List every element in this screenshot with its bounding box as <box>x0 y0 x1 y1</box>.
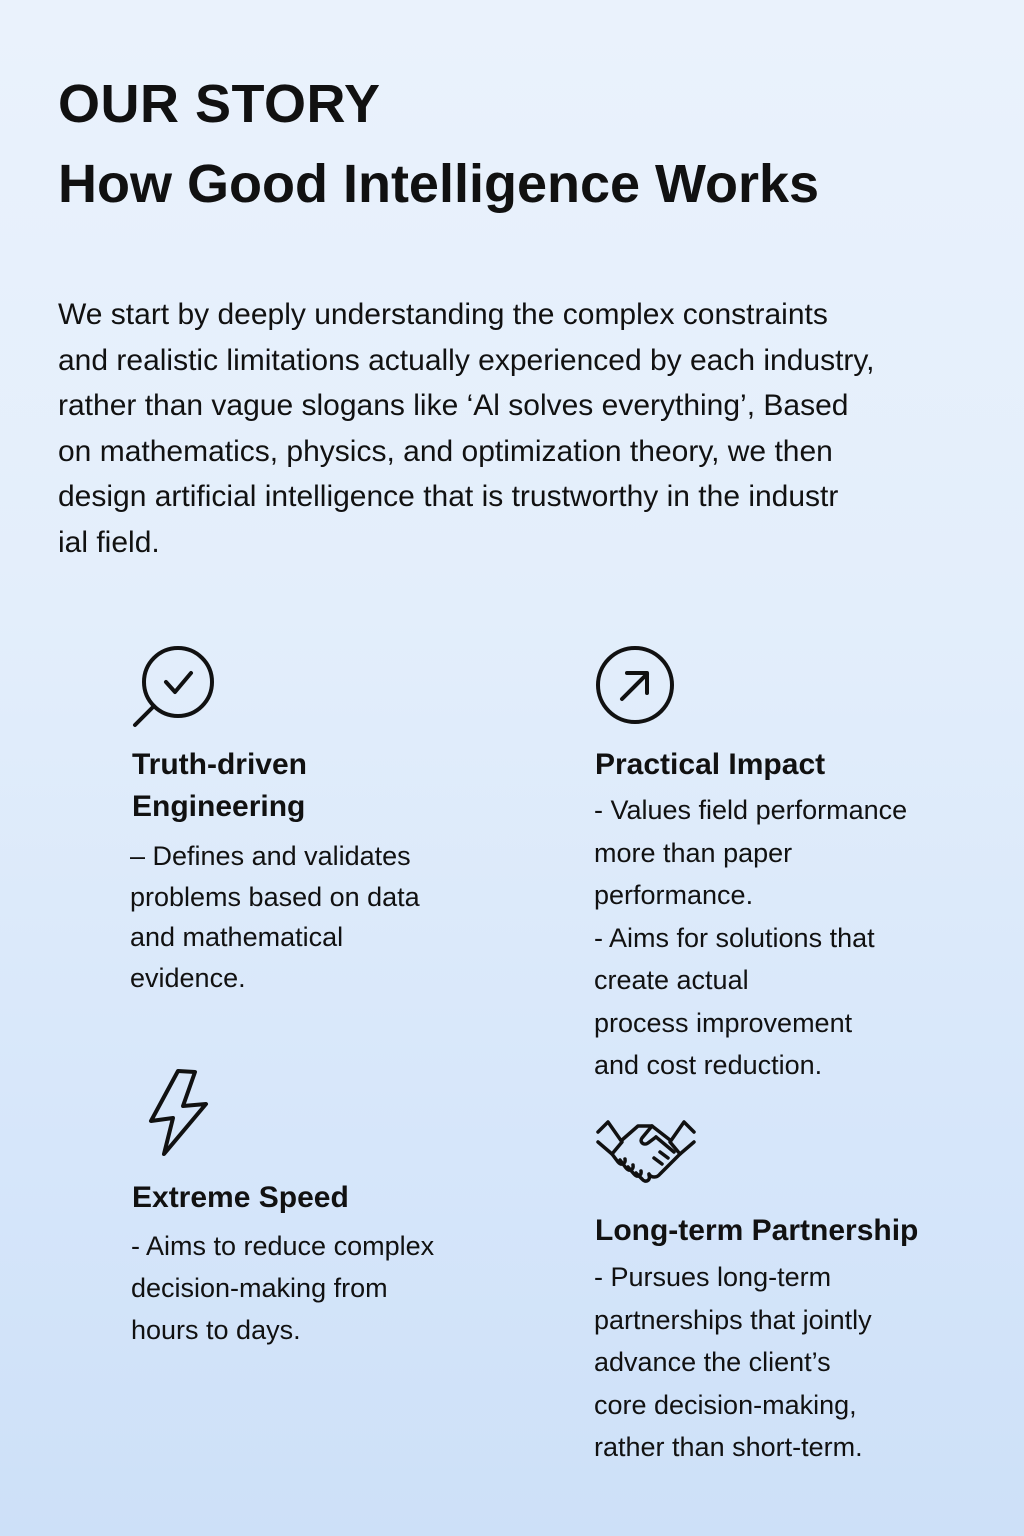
intro-line: design artificial intelligence that is trustworthy in the industr <box>58 480 839 513</box>
feature-title-extreme-speed <box>132 1177 349 1219</box>
feature-title-truth-driven-engineering <box>132 744 307 828</box>
feature-text-line: - Aims to reduce complex <box>131 1231 435 1261</box>
feature-title-practical-impact <box>595 744 825 786</box>
feature-text-line: - Pursues long-term <box>594 1262 832 1292</box>
intro-paragraph <box>58 292 978 565</box>
feature-text-practical-impact <box>594 789 907 1087</box>
feature-title-long-term-partnership <box>595 1210 918 1252</box>
page-title: How Good Intelligence Works <box>58 154 820 214</box>
feature-text-line: evidence. <box>130 962 246 993</box>
feature-text-extreme-speed <box>131 1225 434 1351</box>
magnifier-check-icon <box>128 642 218 732</box>
feature-text-line: decision-making from <box>131 1273 388 1303</box>
feature-text-line: hours to days. <box>131 1315 301 1345</box>
feature-title-line: Truth-driven <box>132 748 308 781</box>
feature-text-line: more than paper <box>594 837 793 868</box>
feature-text-long-term-partnership <box>594 1256 872 1469</box>
feature-title-line: Engineering <box>132 790 306 823</box>
feature-text-line: rather than short-term. <box>594 1432 863 1462</box>
feature-text-line: create actual <box>594 965 749 995</box>
feature-text-line: performance. <box>594 880 754 910</box>
intro-line: We start by deeply understanding the complex constraints <box>58 298 828 331</box>
feature-title-line: Long-term Partnership <box>595 1214 919 1247</box>
lightning-bolt-icon <box>140 1066 216 1158</box>
feature-text-line: - Values field performance <box>594 795 908 825</box>
feature-text-line: and cost reduction. <box>594 1050 823 1080</box>
feature-text-line: advance the client’s <box>594 1347 831 1377</box>
intro-line: on mathematics, physics, and optimization theory, we then <box>58 434 833 468</box>
feature-text-line: process improvement <box>594 1007 853 1038</box>
feature-title-line: Extreme Speed <box>132 1181 349 1214</box>
feature-text-line: and mathematical <box>130 922 344 952</box>
intro-line: rather than vague slogans like ‘Al solves everything’, Based <box>58 389 849 422</box>
feature-text-line: core decision-making, <box>594 1389 857 1420</box>
feature-text-truth-driven-engineering <box>130 836 420 998</box>
feature-text-line: problems based on data <box>130 881 420 912</box>
feature-text-line: – Defines and validates <box>130 841 411 871</box>
arrow-up-right-circle-icon <box>590 640 680 730</box>
feature-title-line: Practical Impact <box>595 748 826 781</box>
intro-line: and realistic limitations actually experienced by each industry, <box>58 343 875 377</box>
section-eyebrow: OUR STORY <box>58 74 381 134</box>
feature-text-line: partnerships that jointly <box>594 1304 872 1335</box>
feature-text-line: - Aims for solutions that <box>594 922 875 953</box>
intro-line: ial field. <box>58 525 160 559</box>
handshake-icon <box>594 1112 698 1192</box>
